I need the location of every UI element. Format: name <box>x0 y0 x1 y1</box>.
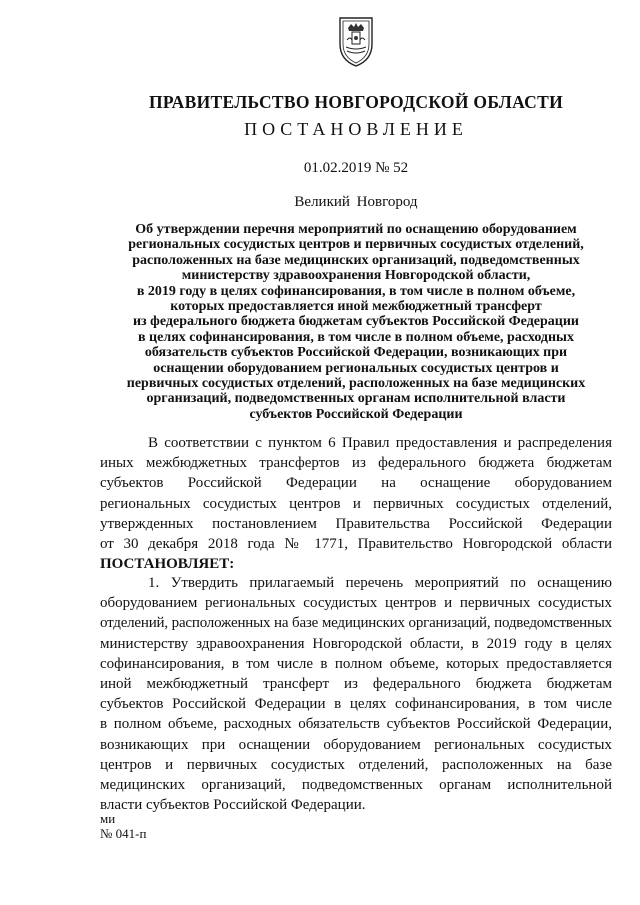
paragraph-line: отделений, расположенных на базе медицинских организаций, подведомственных <box>100 615 612 632</box>
paragraph-line: возникающих при оснащении оборудованием региональных сосудистых <box>100 736 612 753</box>
paragraph-line: иных межбюджетных трансфертов из федерального бюджета бюджетам <box>100 455 612 472</box>
paragraph-line: медицинских организаций, подведомственных органам исполнительной <box>100 777 612 794</box>
subject-line: из федерального бюджета бюджетам субъектов Российской Федерации <box>132 314 579 330</box>
paragraph-line: от 30 декабря 2018 года № 1771, Правительство Новгородской области <box>100 536 612 553</box>
footer-note <box>100 811 146 841</box>
subject-line: региональных сосудистых центров и первичных сосудистых отделений, <box>128 237 584 253</box>
paragraph-line: власти субъектов Российской Федерации. <box>100 797 366 814</box>
document-place: Великий Новгород <box>294 194 418 210</box>
paragraph-line: В соответствии с пунктом 6 Правил предоставления и распределения <box>148 435 612 451</box>
subject-line: Об утверждении перечня мероприятий по оснащению оборудованием <box>135 222 577 237</box>
paragraph-line: центров и первичных сосудистых отделений, расположенных на базе <box>100 756 612 773</box>
novgorod-coat-of-arms-icon <box>334 14 378 68</box>
paragraph-line: иной межбюджетный трансферт из федерального бюджета бюджетам <box>100 676 612 693</box>
paragraph-line: министерству здравоохранения Новгородской области, в 2019 году в целях <box>100 635 612 652</box>
paragraph-line: утвержденных постановлением Правительства Российской Федерации <box>100 515 612 532</box>
subject-line: которых предоставляется иной межбюджетный трансферт <box>170 299 542 315</box>
paragraph-line: в полном объеме, расходных обязательств субъектов Российской Федерации, <box>100 716 612 733</box>
organization-title: ПРАВИТЕЛЬСТВО НОВГОРОДСКОЙ ОБЛАСТИ <box>149 92 563 112</box>
paragraph-line: 1. Утвердить прилагаемый перечень мероприятий по оснащению <box>148 575 612 591</box>
document-subject <box>100 222 612 422</box>
subject-line: министерству здравоохранения Новгородской области, <box>181 268 531 284</box>
subject-line: обязательств субъектов Российской Федерации, возникающих при <box>144 345 568 361</box>
paragraph-line: софинансирования, в том числе в полном объеме, которых предоставляется <box>100 655 612 672</box>
preamble-paragraph <box>100 433 612 574</box>
subject-line: расположенных на базе медицинских организаций, подведомственных <box>132 252 580 268</box>
subject-line: первичных сосудистых отделений, расположенных на базе медицинских <box>126 376 586 392</box>
document-type: ПОСТАНОВЛЕНИЕ <box>244 119 468 139</box>
subject-line: в целях софинансирования, в том числе в полном объеме, расходных <box>138 329 574 345</box>
resolves-heading: ПОСТАНОВЛЯЕТ: <box>100 556 235 573</box>
subject-line: организаций, подведомственных органам исполнительной власти <box>146 391 566 407</box>
subject-line: в 2019 году в целях софинансирования, в том числе в полном объеме, <box>136 283 576 299</box>
form-number: № 041-п <box>100 826 147 841</box>
item-1-paragraph <box>100 573 612 815</box>
paragraph-line: субъектов Российской Федерации в целях софинансирования, в том числе <box>100 696 612 713</box>
paragraph-line: субъектов Российской Федерации на оснащение оборудованием <box>100 475 612 492</box>
executor-initials: ми <box>100 811 116 826</box>
paragraph-line: региональных сосудистых центров и первичных сосудистых отделений, <box>100 495 612 512</box>
subject-line: субъектов Российской Федерации <box>249 406 463 422</box>
document-date-number: 01.02.2019 № 52 <box>303 160 409 176</box>
subject-line: оснащении оборудованием региональных сосудистых центров и <box>153 360 559 376</box>
paragraph-line: оборудованием региональных сосудистых центров и первичных сосудистых <box>100 595 612 612</box>
